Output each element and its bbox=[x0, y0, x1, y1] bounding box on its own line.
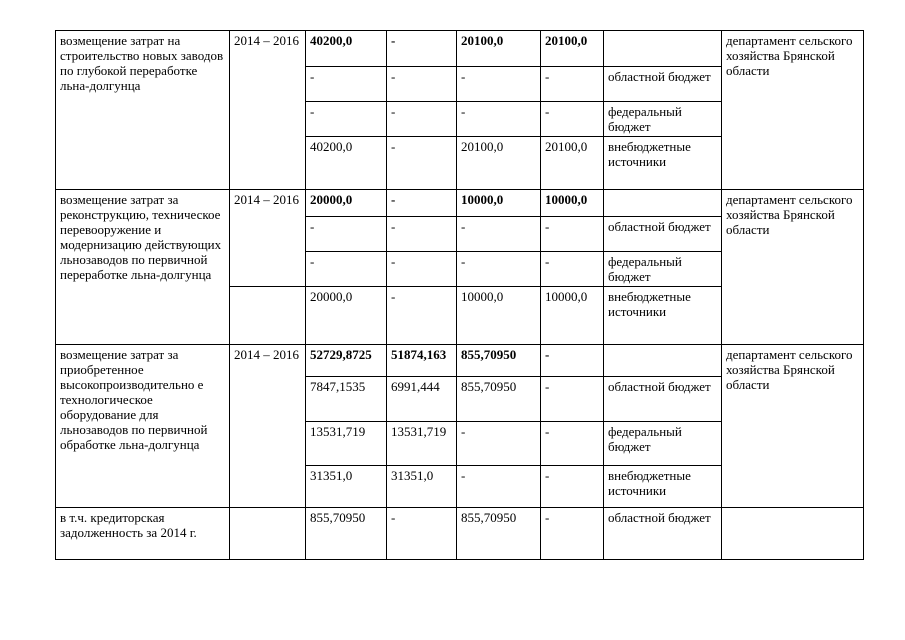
period-cell-empty bbox=[230, 508, 306, 560]
value-cell: 31351,0 bbox=[306, 466, 387, 508]
total-value-cell: - bbox=[387, 190, 457, 217]
total-value-cell: - bbox=[541, 345, 604, 377]
value-cell: - bbox=[541, 67, 604, 102]
value-cell: 20100,0 bbox=[541, 137, 604, 190]
source-label: внебюджетные источники bbox=[604, 287, 722, 345]
period-cell: 2014 – 2016 bbox=[230, 190, 306, 287]
value-cell: - bbox=[541, 252, 604, 287]
value-cell: 13531,719 bbox=[306, 422, 387, 466]
value-cell: 20100,0 bbox=[457, 137, 541, 190]
total-value-cell: 20100,0 bbox=[541, 31, 604, 67]
debt-description: в т.ч. кредиторская задолженность за 2014 г. bbox=[56, 508, 230, 560]
measure-description: возмещение затрат за реконструкцию, техническое перевооружение и модернизацию действующих льнозаводов по первичной переработке льна-долгунца bbox=[56, 190, 230, 345]
value-cell: - bbox=[306, 67, 387, 102]
value-cell: - bbox=[541, 422, 604, 466]
value-cell: 20000,0 bbox=[306, 287, 387, 345]
period-cell-empty bbox=[230, 287, 306, 345]
budget-table bbox=[55, 30, 864, 560]
value-cell: - bbox=[541, 217, 604, 252]
total-value-cell: 10000,0 bbox=[541, 190, 604, 217]
measure-description: возмещение затрат за приобретенное высокопроизводительно е технологическое оборудование для льнозаводов по первичной обработке льна-долгунца bbox=[56, 345, 230, 508]
total-value-cell: 51874,163 bbox=[387, 345, 457, 377]
value-cell: 31351,0 bbox=[387, 466, 457, 508]
value-cell: - bbox=[387, 508, 457, 560]
table-row bbox=[56, 190, 864, 217]
source-label: внебюджетные источники bbox=[604, 137, 722, 190]
table-row bbox=[56, 508, 864, 560]
department-cell-empty bbox=[722, 508, 864, 560]
value-cell: - bbox=[306, 102, 387, 137]
total-value-cell: 40200,0 bbox=[306, 31, 387, 67]
value-cell: - bbox=[457, 466, 541, 508]
value-cell: 855,70950 bbox=[457, 377, 541, 422]
source-label-empty bbox=[604, 345, 722, 377]
period-cell: 2014 – 2016 bbox=[230, 31, 306, 190]
total-value-cell: 855,70950 bbox=[457, 345, 541, 377]
value-cell: - bbox=[457, 252, 541, 287]
value-cell: - bbox=[541, 466, 604, 508]
source-label: федеральный бюджет bbox=[604, 422, 722, 466]
value-cell: - bbox=[387, 252, 457, 287]
table-row bbox=[56, 345, 864, 377]
value-cell: 10000,0 bbox=[457, 287, 541, 345]
table-row bbox=[56, 31, 864, 67]
value-cell: 10000,0 bbox=[541, 287, 604, 345]
value-cell: - bbox=[541, 508, 604, 560]
source-label: областной бюджет bbox=[604, 508, 722, 560]
value-cell: - bbox=[306, 252, 387, 287]
value-cell: - bbox=[541, 102, 604, 137]
source-label: внебюджетные источники bbox=[604, 466, 722, 508]
value-cell: 6991,444 bbox=[387, 377, 457, 422]
value-cell: - bbox=[387, 102, 457, 137]
value-cell: 855,70950 bbox=[306, 508, 387, 560]
source-label: областной бюджет bbox=[604, 67, 722, 102]
value-cell: - bbox=[387, 137, 457, 190]
value-cell: - bbox=[457, 102, 541, 137]
department-cell: департамент сельского хозяйства Брянской области bbox=[722, 190, 864, 345]
value-cell: - bbox=[387, 217, 457, 252]
value-cell: - bbox=[306, 217, 387, 252]
total-value-cell: 52729,8725 bbox=[306, 345, 387, 377]
value-cell: 13531,719 bbox=[387, 422, 457, 466]
source-label-empty bbox=[604, 31, 722, 67]
total-value-cell: - bbox=[387, 31, 457, 67]
value-cell: - bbox=[387, 287, 457, 345]
value-cell: - bbox=[457, 217, 541, 252]
value-cell: - bbox=[541, 377, 604, 422]
source-label-empty bbox=[604, 190, 722, 217]
measure-description: возмещение затрат на строительство новых заводов по глубокой переработке льна-долгунца bbox=[56, 31, 230, 190]
total-value-cell: 10000,0 bbox=[457, 190, 541, 217]
value-cell: - bbox=[387, 67, 457, 102]
source-label: областной бюджет bbox=[604, 217, 722, 252]
period-cell: 2014 – 2016 bbox=[230, 345, 306, 508]
value-cell: 855,70950 bbox=[457, 508, 541, 560]
source-label: федеральный бюджет bbox=[604, 252, 722, 287]
source-label: федеральный бюджет bbox=[604, 102, 722, 137]
source-label: областной бюджет bbox=[604, 377, 722, 422]
value-cell: 7847,1535 bbox=[306, 377, 387, 422]
total-value-cell: 20000,0 bbox=[306, 190, 387, 217]
value-cell: 40200,0 bbox=[306, 137, 387, 190]
value-cell: - bbox=[457, 67, 541, 102]
total-value-cell: 20100,0 bbox=[457, 31, 541, 67]
department-cell: департамент сельского хозяйства Брянской области bbox=[722, 345, 864, 508]
value-cell: - bbox=[457, 422, 541, 466]
department-cell: департамент сельского хозяйства Брянской области bbox=[722, 31, 864, 190]
